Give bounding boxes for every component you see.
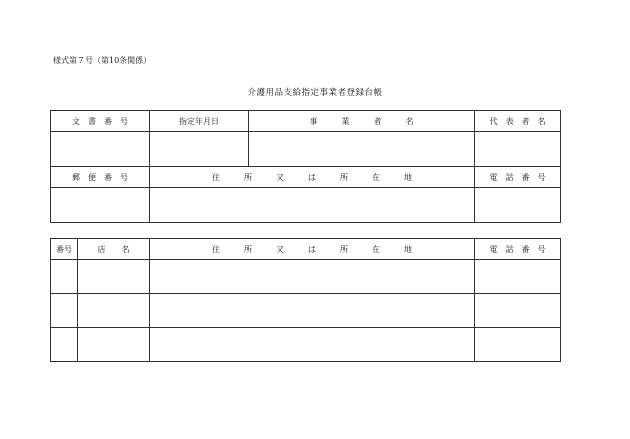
phone-number-header: 電 話 番 号	[475, 167, 561, 188]
document-number-cell[interactable]	[51, 132, 150, 167]
address-header: 住 所 又 は 所 在 地	[150, 167, 475, 188]
store-address-cell[interactable]	[150, 294, 475, 328]
store-name-cell[interactable]	[78, 294, 150, 328]
designation-date-cell[interactable]	[150, 132, 249, 167]
store-number-header: 番号	[51, 239, 78, 260]
store-row	[51, 260, 561, 294]
store-address-cell[interactable]	[150, 328, 475, 362]
registrant-table	[50, 110, 561, 223]
representative-name-cell[interactable]	[475, 132, 561, 167]
registrant-header-row	[51, 111, 561, 132]
store-row	[51, 328, 561, 362]
store-name-header: 店 名	[78, 239, 150, 260]
store-number-cell[interactable]	[51, 328, 78, 362]
store-phone-cell[interactable]	[475, 260, 561, 294]
store-header-row	[51, 239, 561, 260]
store-table	[50, 238, 561, 362]
registrant-entry-row	[51, 132, 561, 167]
address-cell[interactable]	[150, 188, 475, 223]
store-address-header: 住 所 又 は 所 在 地	[150, 239, 475, 260]
postal-code-header: 郵 便 番 号	[51, 167, 150, 188]
phone-number-cell[interactable]	[475, 188, 561, 223]
store-name-cell[interactable]	[78, 328, 150, 362]
representative-name-header: 代 表 者 名	[475, 111, 561, 132]
store-phone-header: 電 話 番 号	[475, 239, 561, 260]
store-name-cell[interactable]	[78, 260, 150, 294]
store-number-cell[interactable]	[51, 294, 78, 328]
designation-date-header: 指定年月日	[150, 111, 249, 132]
store-row	[51, 294, 561, 328]
business-name-header: 事 業 者 名	[249, 111, 475, 132]
store-number-cell[interactable]	[51, 260, 78, 294]
form-number: 様式第７号（第10条関係）	[53, 56, 152, 65]
form-title: 介護用品支給指定事業者登録台帳	[247, 88, 383, 98]
business-name-cell[interactable]	[249, 132, 475, 167]
document-number-header: 文 書 番 号	[51, 111, 150, 132]
store-address-cell[interactable]	[150, 260, 475, 294]
postal-code-cell[interactable]	[51, 188, 150, 223]
address-header-row	[51, 167, 561, 188]
store-phone-cell[interactable]	[475, 328, 561, 362]
address-entry-row	[51, 188, 561, 223]
store-phone-cell[interactable]	[475, 294, 561, 328]
